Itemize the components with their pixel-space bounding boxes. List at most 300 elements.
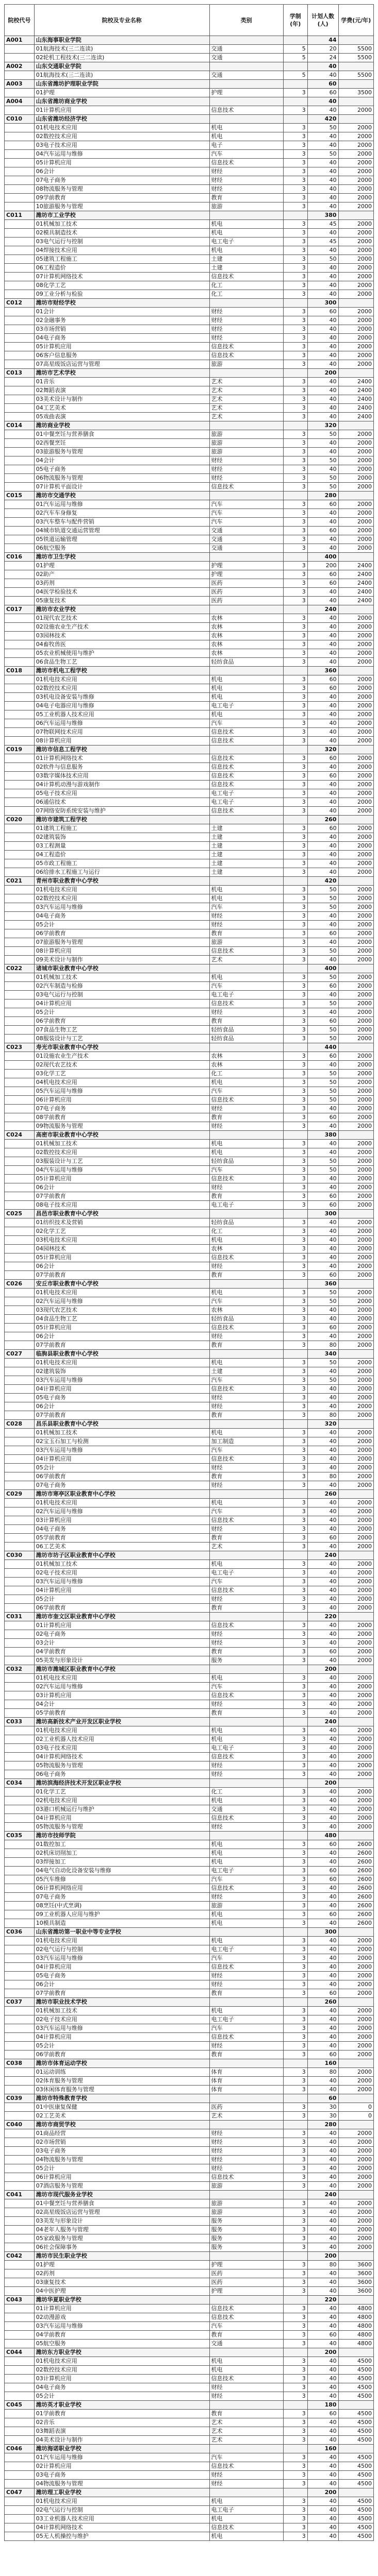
cell-years: 3 — [283, 185, 307, 194]
major-row — [5, 1621, 374, 1630]
cell-plan: 40 — [307, 395, 338, 404]
cell-years: 3 — [283, 2199, 307, 2208]
cell-category: 机电 — [209, 2007, 283, 2015]
cell-code — [5, 1980, 35, 1989]
major-row — [5, 1919, 374, 1928]
cell-name: 02汽车制造与检修 — [34, 982, 209, 991]
cell-category: 汽车 — [209, 1297, 283, 1306]
cell-years: 3 — [283, 1656, 307, 1665]
cell-code — [5, 1499, 35, 1507]
cell-years: 3 — [283, 159, 307, 167]
cell-tuition: 2000 — [338, 1656, 373, 1665]
cell-category: 机电 — [209, 1429, 283, 1437]
cell-years: 5 — [283, 71, 307, 80]
cell-name: 01建筑工程施工 — [34, 824, 209, 833]
cell-tuition — [338, 2252, 373, 2261]
cell-code: C023 — [5, 1043, 35, 1052]
cell-category: 服务 — [209, 2226, 283, 2234]
cell-code: C026 — [5, 1280, 35, 1289]
cell-name: 05电子商务 — [34, 1394, 209, 1402]
cell-category: 交通 — [209, 1805, 283, 1814]
cell-category: 化工 — [209, 1788, 283, 1797]
major-row — [5, 2156, 374, 2164]
cell-name: 03电子商务 — [34, 2147, 209, 2156]
cell-name: 寿光市职业教育中心学校 — [34, 1043, 209, 1052]
cell-years: 3 — [283, 1875, 307, 1884]
cell-category: 教育 — [209, 1411, 283, 1420]
cell-name: 05市政工程施工 — [34, 859, 209, 868]
cell-name: 02数控技术应用 — [34, 2366, 209, 2375]
cell-years — [283, 1131, 307, 1140]
cell-years: 3 — [283, 2050, 307, 2059]
cell-name: 安丘市职业教育中心学校 — [34, 1280, 209, 1289]
cell-category: 艺术 — [209, 386, 283, 395]
cell-category: 艺术 — [209, 395, 283, 404]
cell-tuition: 2000 — [338, 1026, 373, 1035]
cell-code — [5, 973, 35, 982]
cell-code — [5, 1989, 35, 1998]
cell-tuition: 2000 — [338, 1823, 373, 1832]
cell-code: C013 — [5, 369, 35, 378]
school-row — [5, 2401, 374, 2410]
cell-code: C017 — [5, 605, 35, 614]
major-row — [5, 956, 374, 964]
cell-tuition: 4500 — [338, 2497, 373, 2506]
cell-plan: 40 — [307, 1797, 338, 1805]
cell-category: 护理 — [209, 2287, 283, 2296]
major-row — [5, 1726, 374, 1735]
cell-plan: 40 — [307, 833, 338, 842]
table-header-row — [5, 5, 374, 36]
cell-tuition: 4500 — [338, 2453, 373, 2462]
major-row — [5, 2418, 374, 2427]
major-row — [5, 1481, 374, 1490]
cell-category: 电工电子 — [209, 702, 283, 710]
cell-plan: 40 — [307, 728, 338, 737]
cell-category: 交通 — [209, 2340, 283, 2348]
cell-plan: 40 — [307, 1245, 338, 1253]
cell-tuition: 2000 — [338, 1376, 373, 1385]
major-row — [5, 202, 374, 211]
major-row — [5, 544, 374, 553]
cell-plan: 200 — [307, 369, 338, 378]
cell-category: 机电 — [209, 229, 283, 238]
cell-plan: 60 — [307, 1840, 338, 1849]
cell-years: 3 — [283, 851, 307, 859]
cell-plan: 40 — [307, 246, 338, 255]
cell-tuition: 2000 — [338, 1525, 373, 1534]
cell-category: 电工电子 — [209, 1201, 283, 1210]
major-row — [5, 2182, 374, 2191]
cell-code — [5, 527, 35, 535]
school-row — [5, 1928, 374, 1937]
cell-tuition: 2000 — [338, 2217, 373, 2226]
cell-years: 3 — [283, 754, 307, 763]
cell-years: 3 — [283, 1534, 307, 1543]
cell-category: 教育 — [209, 1017, 283, 1026]
cell-name: 02动漫游戏 — [34, 2313, 209, 2322]
cell-tuition — [338, 62, 373, 71]
cell-plan: 360 — [307, 667, 338, 675]
cell-plan: 40 — [307, 544, 338, 553]
cell-category: 机电 — [209, 1937, 283, 1945]
cell-code — [5, 1306, 35, 1315]
cell-code: C038 — [5, 2059, 35, 2068]
cell-tuition: 2600 — [338, 1893, 373, 1902]
cell-code — [5, 772, 35, 781]
cell-code — [5, 1937, 35, 1945]
major-row — [5, 1823, 374, 1832]
cell-name: 04物流服务与管理 — [34, 2480, 209, 2488]
cell-plan: 50 — [307, 903, 338, 912]
cell-plan: 200 — [307, 562, 338, 570]
cell-name: 05会计 — [34, 2392, 209, 2401]
cell-tuition — [338, 1420, 373, 1429]
cell-plan: 50 — [307, 255, 338, 264]
cell-plan: 40 — [307, 2453, 338, 2462]
cell-category: 机电 — [209, 1858, 283, 1867]
cell-category — [209, 1490, 283, 1499]
cell-name: 03园林技术 — [34, 632, 209, 640]
cell-code — [5, 675, 35, 684]
cell-tuition — [338, 369, 373, 378]
cell-name: 02宝玉石加工与检测 — [34, 1437, 209, 1446]
cell-years — [283, 1779, 307, 1788]
major-row — [5, 2068, 374, 2077]
cell-tuition: 3600 — [338, 2269, 373, 2278]
cell-code — [5, 1236, 35, 1245]
cell-category: 艺术 — [209, 1543, 283, 1551]
cell-code — [5, 1166, 35, 1175]
cell-plan: 60 — [307, 2094, 338, 2103]
cell-category: 艺术 — [209, 2436, 283, 2445]
cell-code — [5, 500, 35, 509]
cell-name: 01学前教育 — [34, 2410, 209, 2418]
cell-tuition: 2000 — [338, 1289, 373, 1297]
major-row — [5, 1271, 374, 1280]
cell-name: 潍坊市特殊教育学校 — [34, 2094, 209, 2103]
cell-category: 土建 — [209, 859, 283, 868]
cell-tuition: 2000 — [338, 1788, 373, 1797]
cell-years — [283, 877, 307, 886]
cell-tuition — [338, 1613, 373, 1621]
cell-name: 08学前教育 — [34, 1113, 209, 1122]
cell-code — [5, 430, 35, 439]
cell-tuition: 0 — [338, 2103, 373, 2112]
cell-name: 潍坊市技师学院 — [34, 1832, 209, 1840]
cell-plan: 40 — [307, 1525, 338, 1534]
cell-category — [209, 421, 283, 430]
cell-years — [283, 605, 307, 614]
cell-tuition: 2000 — [338, 1446, 373, 1455]
cell-tuition: 4500 — [338, 2418, 373, 2427]
cell-plan: 200 — [307, 1779, 338, 1788]
cell-category: 艺术 — [209, 2427, 283, 2436]
major-row — [5, 2129, 374, 2138]
cell-years: 3 — [283, 527, 307, 535]
cell-name: 02数控技术应用 — [34, 684, 209, 693]
cell-plan: 40 — [307, 97, 338, 106]
school-row — [5, 299, 374, 308]
cell-tuition: 2000 — [338, 2199, 373, 2208]
cell-years: 3 — [283, 1980, 307, 1989]
cell-tuition: 2000 — [338, 1341, 373, 1350]
cell-category: 汽车 — [209, 518, 283, 527]
cell-category: 财经 — [209, 1262, 283, 1271]
cell-code — [5, 2383, 35, 2392]
cell-tuition — [338, 1043, 373, 1052]
cell-years — [283, 62, 307, 71]
cell-code — [5, 2497, 35, 2506]
cell-years: 3 — [283, 1770, 307, 1779]
cell-category: 机电 — [209, 246, 283, 255]
cell-name: 02化学工艺 — [34, 1227, 209, 1236]
cell-tuition: 2000 — [338, 1744, 373, 1753]
cell-years: 3 — [283, 334, 307, 343]
cell-code — [5, 1761, 35, 1770]
cell-category: 农林 — [209, 1061, 283, 1070]
cell-category — [209, 1350, 283, 1359]
cell-plan: 300 — [307, 299, 338, 308]
cell-code: C043 — [5, 2296, 35, 2304]
cell-tuition: 2000 — [338, 702, 373, 710]
major-row — [5, 343, 374, 351]
school-row — [5, 1613, 374, 1621]
cell-category: 财经 — [209, 456, 283, 465]
cell-plan: 40 — [307, 325, 338, 334]
cell-category: 机电 — [209, 1735, 283, 1744]
cell-category — [209, 1928, 283, 1937]
cell-tuition: 2000 — [338, 1639, 373, 1648]
cell-code — [5, 1972, 35, 1980]
cell-years: 3 — [283, 973, 307, 982]
cell-category: 机电 — [209, 1289, 283, 1297]
major-row — [5, 448, 374, 456]
cell-tuition — [338, 1665, 373, 1674]
cell-name: 06会计 — [34, 1183, 209, 1192]
cell-name: 05计算机应用 — [34, 1324, 209, 1332]
cell-category: 信息技术 — [209, 737, 283, 745]
cell-tuition — [338, 492, 373, 500]
cell-years: 3 — [283, 1105, 307, 1113]
cell-name: 04美术设计与制作 — [34, 2436, 209, 2445]
major-row — [5, 2375, 374, 2383]
cell-years: 3 — [283, 956, 307, 964]
cell-years: 3 — [283, 2506, 307, 2515]
cell-plan: 40 — [307, 1691, 338, 1700]
cell-tuition: 3600 — [338, 2278, 373, 2287]
cell-years: 3 — [283, 2103, 307, 2112]
cell-years: 3 — [283, 2532, 307, 2541]
cell-name: 01机电技术应用 — [34, 1726, 209, 1735]
major-row — [5, 527, 374, 535]
major-row — [5, 2366, 374, 2375]
cell-category: 服务 — [209, 1656, 283, 1665]
cell-category: 轻纺食品 — [209, 1218, 283, 1227]
cell-tuition: 2000 — [338, 842, 373, 851]
cell-tuition: 2600 — [338, 1884, 373, 1893]
cell-years: 3 — [283, 2156, 307, 2164]
major-row — [5, 54, 374, 62]
cell-category: 教育 — [209, 2331, 283, 2340]
cell-tuition: 2000 — [338, 921, 373, 929]
cell-years: 3 — [283, 290, 307, 299]
major-row — [5, 229, 374, 238]
cell-years: 3 — [283, 1078, 307, 1087]
cell-tuition: 2400 — [338, 579, 373, 588]
cell-tuition: 2000 — [338, 658, 373, 667]
cell-code — [5, 1315, 35, 1324]
cell-name: 01航海技术(三二连读) — [34, 45, 209, 54]
cell-plan: 40 — [307, 386, 338, 395]
cell-tuition: 2000 — [338, 1954, 373, 1963]
cell-tuition: 2000 — [338, 439, 373, 448]
cell-plan: 40 — [307, 1788, 338, 1797]
cell-plan: 260 — [307, 1998, 338, 2007]
cell-name: 01中餐烹饪与营养膳食 — [34, 2199, 209, 2208]
cell-plan: 40 — [307, 62, 338, 71]
cell-years: 3 — [283, 1639, 307, 1648]
cell-tuition: 2000 — [338, 2042, 373, 2050]
cell-name: 02机床切削加工 — [34, 1849, 209, 1858]
major-row — [5, 316, 374, 325]
cell-years: 3 — [283, 2480, 307, 2488]
cell-plan: 40 — [307, 351, 338, 360]
cell-tuition: 2000 — [338, 202, 373, 211]
major-row — [5, 1411, 374, 1420]
cell-years: 3 — [283, 386, 307, 395]
cell-name: 01机电技术应用 — [34, 1289, 209, 1297]
cell-code — [5, 1052, 35, 1061]
cell-name: 06学前教育 — [34, 2050, 209, 2059]
cell-years: 3 — [283, 1691, 307, 1700]
cell-category: 医药 — [209, 588, 283, 597]
cell-tuition: 2000 — [338, 2182, 373, 2191]
cell-tuition: 2000 — [338, 1814, 373, 1823]
cell-plan: 40 — [307, 1332, 338, 1341]
cell-plan: 420 — [307, 115, 338, 124]
cell-plan: 50 — [307, 1035, 338, 1043]
cell-code — [5, 1446, 35, 1455]
cell-category — [209, 667, 283, 675]
cell-years: 3 — [283, 1411, 307, 1420]
cell-name: 山东省潍坊经济学校 — [34, 115, 209, 124]
cell-plan: 40 — [307, 1429, 338, 1437]
cell-category: 机电 — [209, 1726, 283, 1735]
cell-code — [5, 2427, 35, 2436]
major-row — [5, 2261, 374, 2269]
cell-years: 5 — [283, 54, 307, 62]
cell-tuition: 2000 — [338, 1578, 373, 1586]
cell-code — [5, 1770, 35, 1779]
cell-tuition: 2000 — [338, 220, 373, 229]
cell-code — [5, 1534, 35, 1543]
cell-name: 01计算机网络技术 — [34, 754, 209, 763]
cell-code — [5, 710, 35, 719]
cell-name: 潍坊市艺术学校 — [34, 369, 209, 378]
cell-years: 3 — [283, 2322, 307, 2331]
cell-years — [283, 2401, 307, 2410]
major-row — [5, 1359, 374, 1367]
cell-name: 03机电设备安装与维修 — [34, 693, 209, 702]
cell-category — [209, 1718, 283, 1726]
major-row — [5, 2471, 374, 2480]
cell-category: 财经 — [209, 474, 283, 483]
cell-plan: 60 — [307, 675, 338, 684]
cell-code — [5, 684, 35, 693]
cell-plan: 40 — [307, 1140, 338, 1148]
cell-years: 3 — [283, 246, 307, 255]
cell-name: 07物联网技术应用 — [34, 728, 209, 737]
major-row — [5, 833, 374, 842]
cell-plan: 40 — [307, 1183, 338, 1192]
cell-category — [209, 2488, 283, 2497]
major-row — [5, 2164, 374, 2173]
cell-category: 信息技术 — [209, 807, 283, 816]
major-row — [5, 255, 374, 264]
major-row — [5, 1700, 374, 1709]
cell-plan: 50 — [307, 483, 338, 492]
cell-years: 3 — [283, 2313, 307, 2322]
cell-plan: 40 — [307, 2208, 338, 2217]
cell-years: 3 — [283, 1236, 307, 1245]
cell-plan: 40 — [307, 448, 338, 456]
cell-category: 教育 — [209, 1534, 283, 1543]
cell-tuition: 2000 — [338, 956, 373, 964]
cell-plan: 40 — [307, 632, 338, 640]
cell-category: 轻纺食品 — [209, 1026, 283, 1035]
major-row — [5, 1753, 374, 1761]
cell-plan: 40 — [307, 202, 338, 211]
cell-name: 潍坊高新技术产业开发区职业学校 — [34, 1718, 209, 1726]
cell-code — [5, 789, 35, 798]
cell-name: 03计算机应用 — [34, 2375, 209, 2383]
cell-name: 02电子技术应用 — [34, 2015, 209, 2024]
cell-tuition — [338, 211, 373, 220]
cell-plan: 40 — [307, 2515, 338, 2523]
cell-years: 3 — [283, 167, 307, 176]
cell-name: 潍坊市寒亭区职业教育中心学校 — [34, 1490, 209, 1499]
cell-years: 3 — [283, 2383, 307, 2392]
cell-code — [5, 1805, 35, 1814]
cell-category: 农林 — [209, 623, 283, 632]
cell-category: 汽车 — [209, 500, 283, 509]
cell-years: 3 — [283, 2410, 307, 2418]
cell-years — [283, 115, 307, 124]
cell-plan: 60 — [307, 89, 338, 97]
cell-tuition: 2000 — [338, 106, 373, 115]
cell-plan: 40 — [307, 1253, 338, 1262]
cell-code — [5, 2164, 35, 2173]
cell-code — [5, 2217, 35, 2226]
cell-plan: 40 — [307, 710, 338, 719]
major-row — [5, 1105, 374, 1113]
major-row — [5, 1569, 374, 1578]
cell-code — [5, 1148, 35, 1157]
cell-tuition: 2000 — [338, 1972, 373, 1980]
cell-plan: 50 — [307, 430, 338, 439]
cell-code — [5, 658, 35, 667]
major-row — [5, 1140, 374, 1148]
cell-code — [5, 2129, 35, 2138]
cell-tuition: 2000 — [338, 903, 373, 912]
cell-years — [283, 211, 307, 220]
cell-tuition — [338, 2094, 373, 2103]
cell-plan: 40 — [307, 1437, 338, 1446]
cell-tuition: 4500 — [338, 2427, 373, 2436]
cell-years: 3 — [283, 982, 307, 991]
cell-plan: 40 — [307, 2375, 338, 2383]
